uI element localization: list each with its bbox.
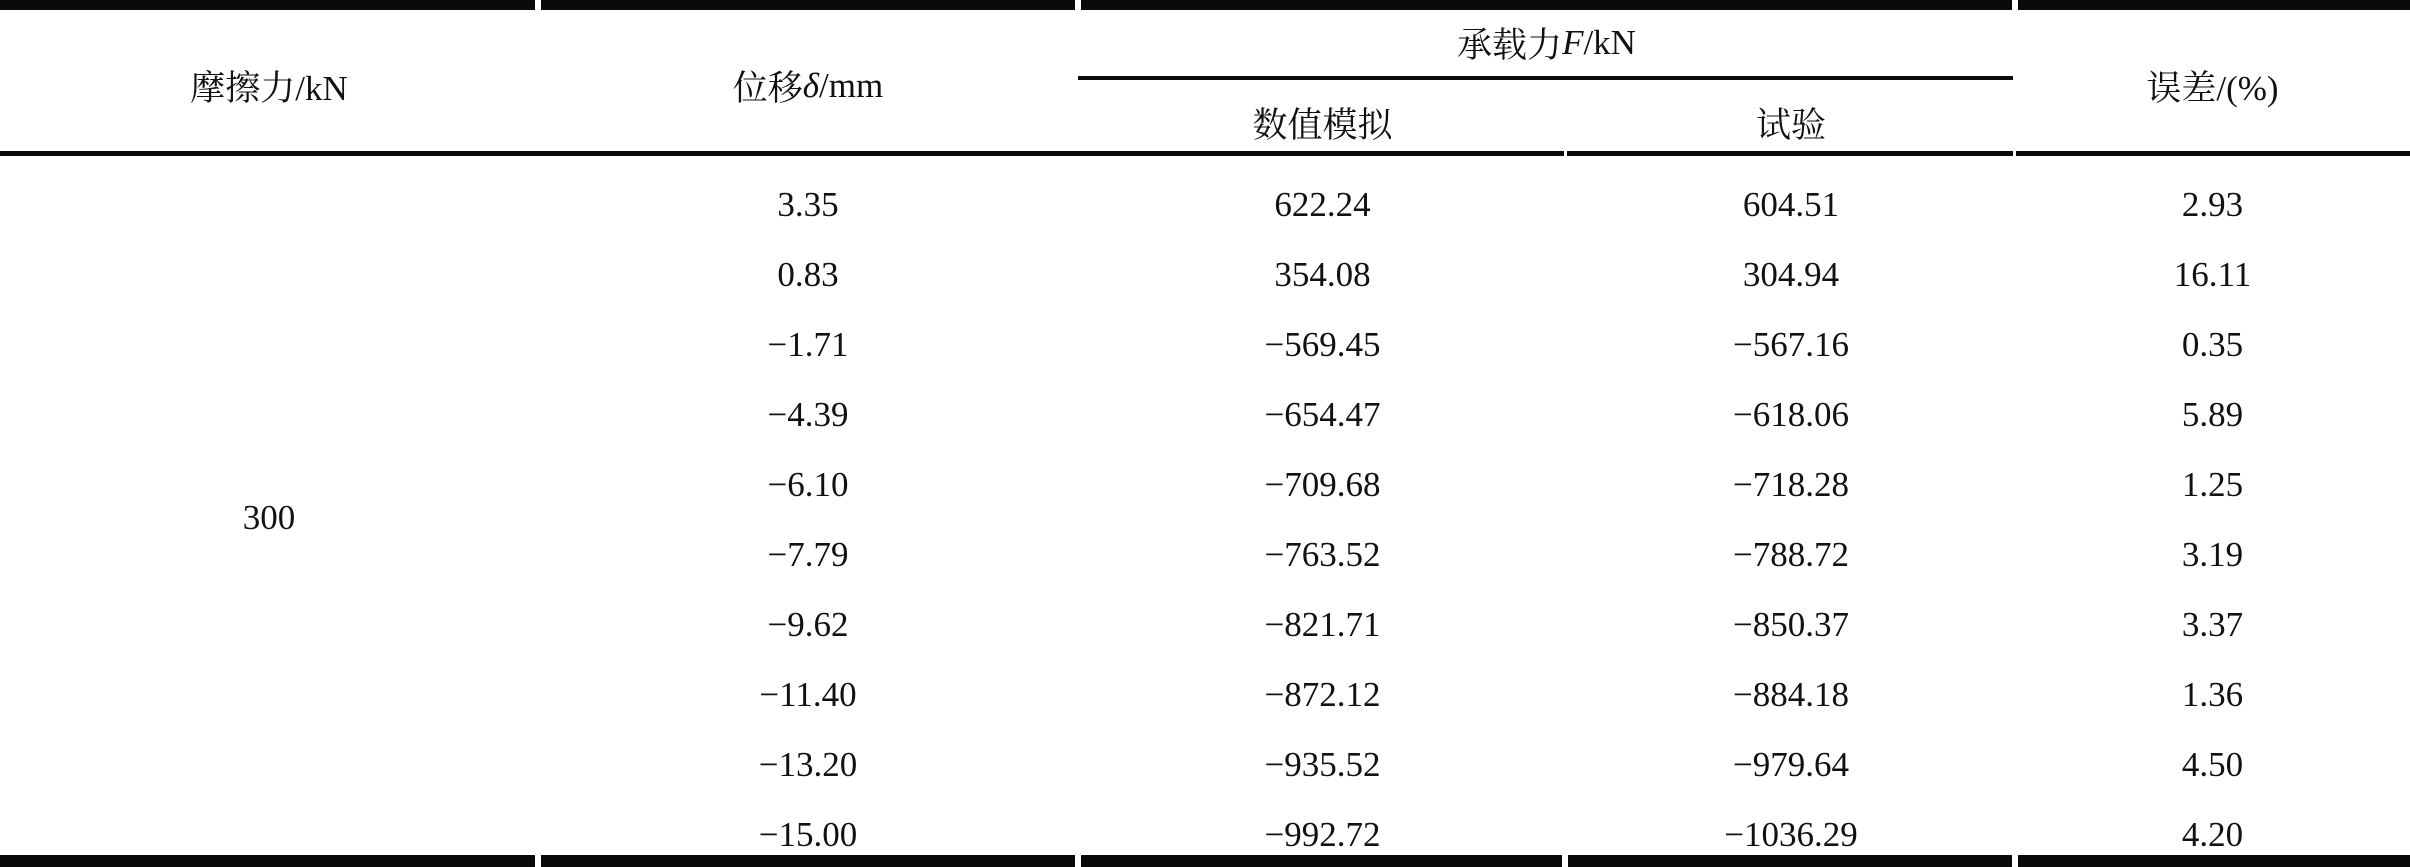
table-row <box>0 730 2410 800</box>
header-bearing-suffix: /kN <box>1583 23 1636 62</box>
rule-segment <box>2016 151 2410 156</box>
border-segment <box>1568 855 2012 867</box>
cell-error: 1.25 <box>2181 465 2244 504</box>
cell-simulation: −821.71 <box>1264 605 1381 644</box>
cell-simulation: −763.52 <box>1264 535 1381 574</box>
header-displacement-suffix: /mm <box>819 65 884 105</box>
cell-test: −1036.29 <box>1724 815 1858 854</box>
table-body <box>0 170 2410 867</box>
table-row <box>0 660 2410 730</box>
header-displacement <box>538 10 1078 151</box>
cell-error: 1.36 <box>2181 675 2244 714</box>
header-bearing-prefix: 承载力 <box>1457 26 1563 65</box>
table-row <box>0 310 2410 380</box>
cell-error: 3.37 <box>2181 605 2244 644</box>
cell-error: 3.19 <box>2181 535 2244 574</box>
cell-test: −979.64 <box>1733 745 1849 784</box>
cell-test: −788.72 <box>1733 535 1849 574</box>
cell-test: 304.94 <box>1742 255 1840 294</box>
cell-error: 5.89 <box>2181 395 2244 434</box>
cell-simulation: −569.45 <box>1264 325 1381 364</box>
header-test <box>1567 80 2015 151</box>
cell-displacement: 0.83 <box>777 255 839 294</box>
cell-simulation: 354.08 <box>1274 255 1371 294</box>
border-segment <box>2018 0 2410 10</box>
cell-simulation: 622.24 <box>1274 185 1371 224</box>
cell-error: 0.35 <box>2181 325 2244 364</box>
cell-error: 2.93 <box>2181 185 2244 224</box>
cell-simulation: −709.68 <box>1264 465 1381 504</box>
cell-displacement: −13.20 <box>758 745 858 784</box>
table-row <box>0 520 2410 590</box>
table-row <box>0 380 2410 450</box>
header-displacement-prefix: 位移 <box>732 68 803 108</box>
cell-displacement: 3.35 <box>777 185 839 224</box>
cell-test: −718.28 <box>1733 465 1849 504</box>
header-bearing-capacity <box>1078 10 2015 76</box>
cell-test: −850.37 <box>1733 605 1849 644</box>
header-simulation <box>1078 80 1567 151</box>
border-segment <box>541 0 1075 10</box>
border-segment <box>0 855 535 867</box>
cell-error: 4.20 <box>2181 815 2244 854</box>
header-friction-label: 摩擦力/kN <box>190 68 348 108</box>
cell-displacement: −7.79 <box>767 535 849 574</box>
cell-test: −618.06 <box>1733 395 1849 434</box>
cell-error: 4.50 <box>2181 745 2244 784</box>
border-segment <box>1081 0 2012 10</box>
header-test-label: 试验 <box>1755 105 1826 145</box>
border-segment <box>541 855 1075 867</box>
cell-displacement: −11.40 <box>759 675 857 714</box>
cell-displacement: −15.00 <box>758 815 858 854</box>
cell-simulation: −935.52 <box>1264 745 1381 784</box>
cell-simulation: −872.12 <box>1264 675 1381 714</box>
cell-simulation: −654.47 <box>1264 395 1381 434</box>
cell-displacement: −9.62 <box>767 605 849 644</box>
cell-displacement: −1.71 <box>767 325 849 364</box>
cell-displacement: −4.39 <box>767 395 849 434</box>
cell-error: 16.11 <box>2173 255 2252 294</box>
table-row <box>0 590 2410 660</box>
rule-segment <box>1567 151 2013 156</box>
friction-value: 300 <box>242 498 296 537</box>
border-segment <box>2018 855 2410 867</box>
header-error-label: 误差/(%) <box>2146 68 2279 108</box>
cell-test: 604.51 <box>1742 185 1840 224</box>
header-displacement-symbol: δ <box>802 65 820 105</box>
table-row <box>0 240 2410 310</box>
table-row <box>0 450 2410 520</box>
cell-simulation: −992.72 <box>1264 815 1381 854</box>
table-row <box>0 170 2410 240</box>
header-simulation-label: 数值模拟 <box>1252 105 1393 145</box>
header-bearing-symbol: F <box>1562 23 1584 62</box>
header-friction <box>0 10 538 151</box>
cell-test: −567.16 <box>1733 325 1849 364</box>
cell-test: −884.18 <box>1733 675 1849 714</box>
border-segment <box>0 0 535 10</box>
header-error <box>2015 10 2410 151</box>
border-segment <box>1081 855 1562 867</box>
cell-displacement: −6.10 <box>767 465 849 504</box>
